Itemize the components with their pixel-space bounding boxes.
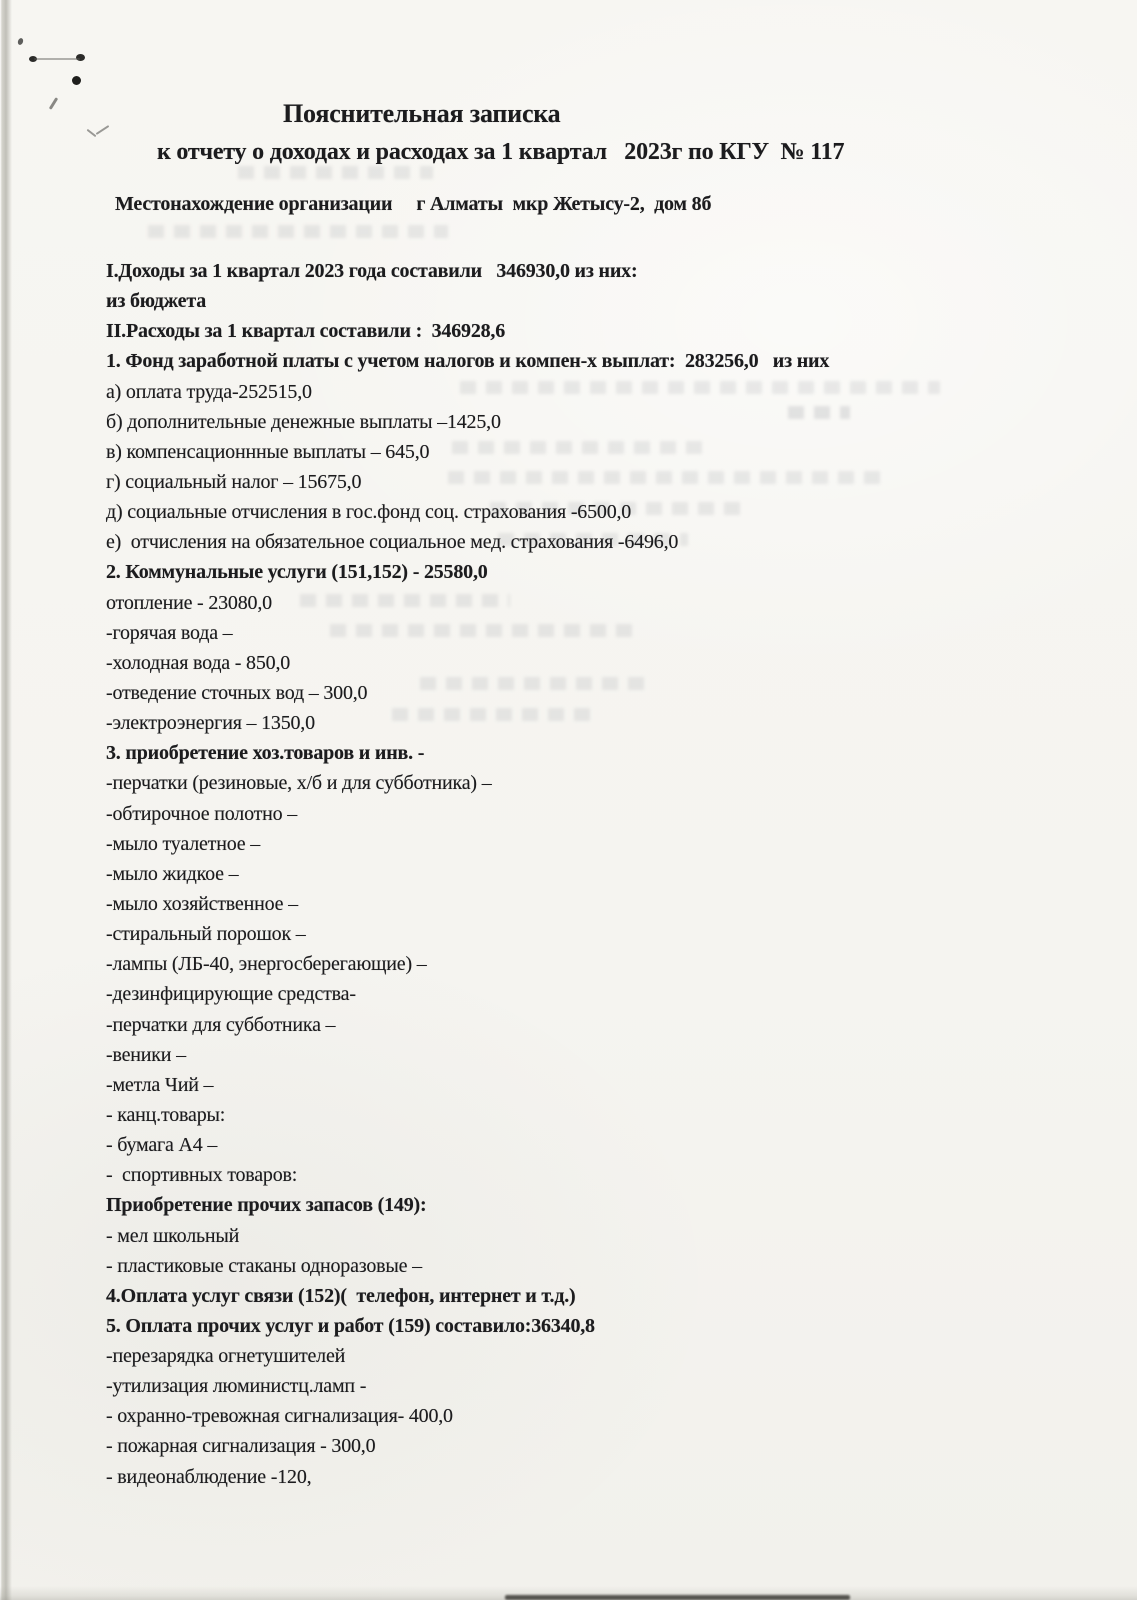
doc-line: -стиральный порошок –	[106, 923, 306, 946]
doc-line: 3. приобретение хоз.товаров и инв. -	[106, 742, 425, 765]
doc-line: из бюджета	[106, 290, 207, 313]
doc-line: II.Расходы за 1 квартал составили : 346928,6	[106, 320, 506, 343]
ink-mark	[49, 97, 58, 110]
doc-line: 1. Фонд заработной платы с учетом налогов и компен-х выплат: 283256,0 из них	[106, 350, 830, 373]
doc-line: 2. Коммунальные услуги (151,152) - 25580,0	[106, 561, 488, 584]
doc-line: -мыло жидкое –	[106, 862, 239, 885]
ink-mark	[17, 37, 24, 45]
doc-line: - пожарная сигнализация - 300,0	[106, 1435, 376, 1458]
doc-line: - видеонаблюдение -120,	[106, 1465, 312, 1488]
doc-line: -метла Чий –	[106, 1073, 214, 1096]
doc-line: д) социальные отчисления в гос.фонд соц. страхования -6500,0	[106, 501, 632, 524]
doc-line: отопление - 23080,0	[106, 591, 272, 614]
organization-location-line: Местонахождение организации г Алматы мкр Жетысу-2, дом 8б	[115, 193, 712, 215]
doc-line: - мел школьный	[106, 1224, 240, 1247]
doc-line: -горячая вода –	[106, 621, 233, 644]
doc-line: -веники –	[106, 1043, 186, 1066]
document-title: Пояснительная записка	[283, 99, 561, 128]
doc-line: Приобретение прочих запасов (149):	[106, 1194, 427, 1217]
doc-line: в) компенсационнные выплаты – 645,0	[106, 440, 430, 463]
doc-line: г) социальный налог – 15675,0	[106, 470, 362, 493]
doc-line: -отведение сточных вод – 300,0	[106, 681, 368, 704]
doc-line: 4.Оплата услуг связи (152)( телефон, интернет и т.д.)	[106, 1284, 576, 1307]
doc-line: -электроэнергия – 1350,0	[106, 712, 315, 735]
doc-line: - охранно-тревожная сигнализация- 400,0	[106, 1405, 453, 1428]
doc-line: -холодная вода - 850,0	[106, 651, 291, 674]
bleed-through-line	[148, 225, 448, 238]
scanner-bottom-bar	[505, 1595, 850, 1600]
doc-line: -перезарядка огнетушителей	[106, 1345, 346, 1368]
doc-line: -утилизация люминистц.ламп -	[106, 1375, 367, 1398]
document-lines	[0, 256, 1137, 1492]
doc-line: -лампы (ЛБ-40, энергосберегающие) –	[106, 953, 427, 976]
doc-line: -мыло хозяйственное –	[106, 892, 298, 915]
doc-line: - канц.товары:	[106, 1103, 226, 1126]
doc-line: - пластиковые стаканы одноразовые –	[106, 1254, 422, 1277]
ink-mark	[96, 125, 110, 135]
doc-line: I.Доходы за 1 квартал 2023 года составили 346930,0 из них:	[106, 260, 638, 282]
ink-mark	[34, 58, 80, 60]
document-subtitle: к отчету о доходах и расходах за 1 квартал 2023г по КГУ № 117	[157, 139, 845, 165]
doc-line: е) отчисления на обязательное социальное мед. страхования -6496,0	[106, 531, 679, 554]
doc-line: - бумага А4 –	[106, 1134, 218, 1157]
doc-line: -мыло туалетное –	[106, 832, 261, 855]
bleed-through-line	[238, 166, 433, 179]
doc-line: -дезинфицирующие средства-	[106, 983, 356, 1006]
doc-line: -перчатки (резиновые, х/б и для субботника) –	[106, 772, 492, 795]
ink-mark	[72, 76, 81, 85]
doc-line: - спортивных товаров:	[106, 1164, 298, 1187]
doc-line: -перчатки для субботника –	[106, 1013, 336, 1036]
doc-line: а) оплата труда-252515,0	[106, 380, 312, 403]
doc-line: -обтирочное полотно –	[106, 802, 298, 825]
doc-line: б) дополнительные денежные выплаты –1425,0	[106, 410, 501, 433]
doc-line: 5. Оплата прочих услуг и работ (159) составило:36340,8	[106, 1314, 595, 1337]
